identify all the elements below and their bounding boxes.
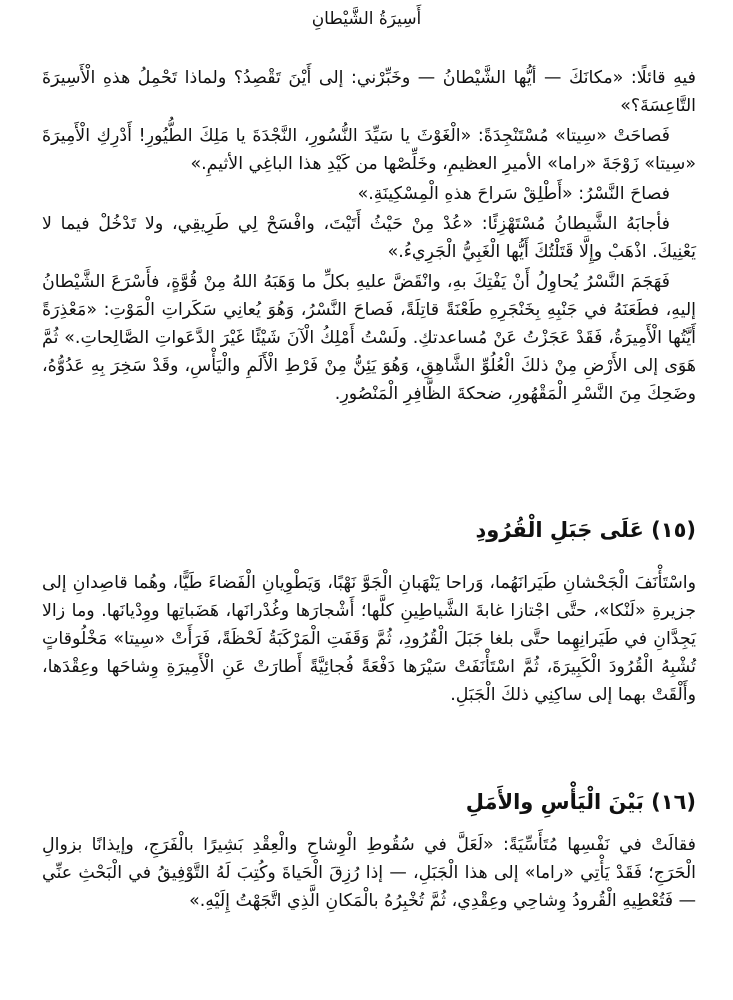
paragraph: فَصاحَتْ «سِيتا» مُسْتَنْجِدَةً: «الْغَوْثَ يا سَيِّدَ النُّسُورِ، النَّجْدَةَ يا مَلِكَ الطُّيُورِ! أَدْرِكِ الْأَمِيرَةَ «سِيتا» زَوْجَةَ «راما» الأميرِ العظيمِ، وخَلِّصْها من كَيْدِ هذا الباغِي الأثيمِ.» [42,126,696,174]
paragraph: واسْتَأْنَفَ الْجَحْشانِ طَيَرانَهُما، وَراحا يَنْهَبانِ الْجَوَّ نَهْبًا، وَيَطْوِيانِ الْفَضاءَ طَيًّا، وهُما قاصِدانِ إلى جزيرةِ «لَنْكا»، حتَّى اجْتازا غابةَ الشَّياطِينِ كلَّها؛ أَشْجارَها وغُدْرانَها، هَضَباتِها ووِدْيانَها. وما زالا يَجِدَّانِ في طَيَرانِهِما حتَّى بلغا جَبَلَ الْقُرُودِ، ثُمَّ وَقَفَتِ الْمَرْكَبَةُ لَحْظَةً، فَرَأَتْ «سِيتا» مَخْلُوقاتٍ تُشْبِهُ الْقُرُودَ الْكَبِيرَةَ، ثُمَّ اسْتَأْنَفَتْ سَيْرَها دَفْعَةً فُجائِيَّةً أَطارَتْ عَنِ الْأَمِيرَةِ وِشاحَها وعِقْدَها، وأَلْقَتْ بهما إلى ساكِنِي ذلكَ الْجَبَلِ. [42,573,696,705]
section-15-heading: (١٥) عَلَى جَبَلِ الْقُرُودِ [475,518,696,542]
running-title: أَسِيرَةُ الشَّيْطانِ [311,9,422,29]
section-14-text [42,64,696,408]
paragraph: فَهَجَمَ النَّسْرُ يُحاوِلُ أَنْ يَفْتِكَ بهِ، وانْقَضَّ عليهِ بكلِّ ما وَهَبَهُ اللهُ مِنْ قُوَّةٍ، فأَسْرَعَ الشَّيْطانُ إليهِ، فطَعَنَهُ في جَنْبِهِ بِخَنْجَرِهِ طَعْنَةً قاتِلَةً، فَصاحَ النَّسْرُ، وَهُوَ يُعانِي سَكَراتِ الْمَوْتِ: «مَعْذِرَةً أَيَّتُها الْأَمِيرَةُ، فَقَدْ عَجَزْتُ عَنْ مُساعدتكِ. ولَسْتُ أَمْلِكُ الْآنَ شَيْئًا غَيْرَ الدَّعَواتِ الصَّالِحاتِ.» ثُمَّ هَوَى إلى الأَرْضِ مِنْ ذلكَ الْعُلُوِّ الشَّاهِقِ، وَهُوَ يَئِنُّ مِنْ فَرْطِ الْأَلَمِ والْيَأْسِ، وقَدْ سَخِرَ بِهِ عَدُوُّهُ، وضَحِكَ مِنَ النَّسْرِ الْمَقْهُورِ، ضحكةَ الظَّافِرِ الْمَنْصُورِ. [42,272,696,404]
paragraph: فصاحَ النَّسْرُ: «أَطْلِقْ سَراحَ هذهِ الْمِسْكِينَةِ.» [357,184,670,204]
section-16-heading: (١٦) بَيْنَ الْيَأْسِ والأَمَلِ [465,790,696,814]
section-15-text [42,569,696,709]
section-16-text [42,831,696,915]
paragraph: فقالَتْ في نَفْسِها مُتَأَسِّيَةً: «لَعَلَّ في سُقُوطِ الْوِشاحِ والْعِقْدِ بَشِيرًا بالْفَرَجِ، وإيذانًا بزوالِ الْحَرَجِ؛ فَقَدْ يَأْتِي «راما» إلى هذا الْجَبَلِ، — إذا رُزِقَ الْحَياةَ وكُتِبَ لَهُ التَّوْفِيقُ في الْبَحْثِ عنِّي — فَتُعْطِيهِ الْقُرودُ وِشاحِي وعِقْدِي، ثُمَّ تُخْبِرُهُ بالْمَكانِ الَّذِي اتَّجَهْتُ إِلَيْهِ.» [42,835,696,911]
paragraph: فأجابَهُ الشَّيطانُ مُسْتَهْزِئًا: «عُدْ مِنْ حَيْثُ أَتَيْتَ، وافْسَحْ لِي طَرِيقِي، ولا تَدْخُلْ فيما لا يَعْنِيكَ. اذْهَبْ وإِلَّا قَتَلْتُكَ أَيُّها الْغَبِيُّ الْجَرِيءُ.» [42,214,696,262]
paragraph: فيهِ قائلًا: «مكانَكَ — أيُّها الشَّيْطانُ — وخَبِّرْني: إلى أَيْنَ تَقْصِدُ؟ ولماذا تَحْمِلُ هذهِ الْأَسِيرَةَ التَّاعِسَةَ؟» [42,68,696,116]
